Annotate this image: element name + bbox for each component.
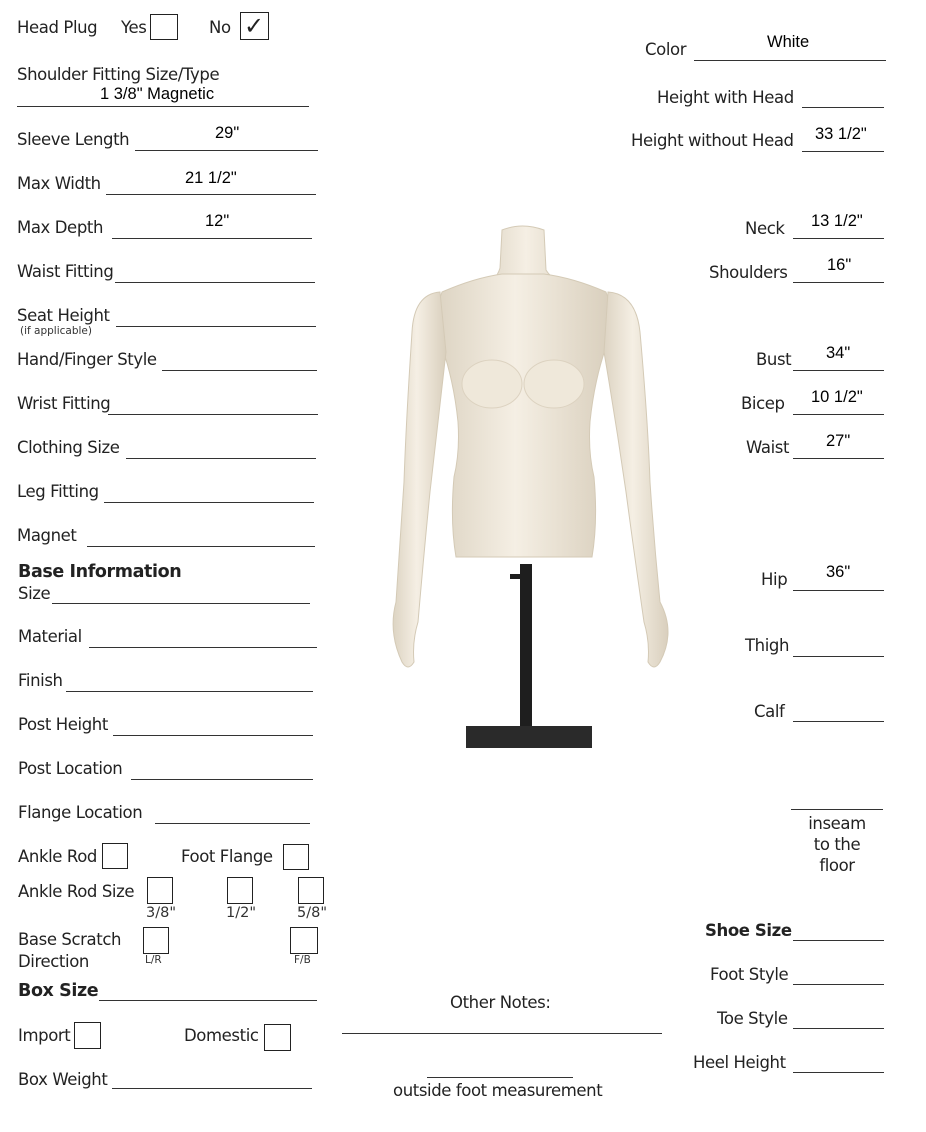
max-depth-field[interactable] bbox=[112, 238, 312, 239]
height-without-head-label: Height without Head bbox=[631, 131, 794, 150]
finish-field[interactable] bbox=[66, 691, 313, 692]
scratch-lr-checkbox[interactable] bbox=[143, 927, 169, 954]
magnet-field[interactable] bbox=[87, 546, 315, 547]
import-checkbox[interactable] bbox=[74, 1022, 101, 1049]
wrist-fitting-label: Wrist Fitting bbox=[17, 394, 111, 413]
hip-label: Hip bbox=[761, 570, 788, 589]
heel-height-label: Heel Height bbox=[693, 1053, 786, 1072]
hand-style-field[interactable] bbox=[162, 370, 317, 371]
mannequin-right-arm bbox=[604, 292, 668, 667]
bicep-value: 10 1/2" bbox=[811, 388, 863, 406]
max-width-label: Max Width bbox=[17, 174, 101, 193]
hip-field[interactable] bbox=[793, 590, 884, 591]
color-label: Color bbox=[645, 40, 687, 59]
clothing-size-label: Clothing Size bbox=[17, 438, 120, 457]
ankle-rod-size-label: Ankle Rod Size bbox=[18, 882, 135, 901]
thigh-field[interactable] bbox=[793, 656, 884, 657]
sleeve-length-value: 29" bbox=[215, 124, 240, 142]
shoe-size-label: Shoe Size bbox=[705, 921, 792, 940]
magnet-label: Magnet bbox=[17, 526, 77, 545]
inseam-label-2: to the bbox=[813, 835, 861, 854]
outside-foot-label: outside foot measurement bbox=[393, 1081, 603, 1100]
base-scratch-label: Base Scratch bbox=[18, 930, 122, 949]
leg-fitting-label: Leg Fitting bbox=[17, 482, 99, 501]
base-size-field[interactable] bbox=[52, 603, 310, 604]
bust-label: Bust bbox=[756, 350, 792, 369]
calf-field[interactable] bbox=[793, 721, 884, 722]
hand-style-label: Hand/Finger Style bbox=[17, 350, 157, 369]
post-location-label: Post Location bbox=[18, 759, 123, 778]
seat-height-field[interactable] bbox=[116, 326, 316, 327]
scratch-fb-checkbox[interactable] bbox=[290, 927, 318, 954]
height-without-head-value: 33 1/2" bbox=[815, 125, 867, 143]
waist-label: Waist bbox=[746, 438, 790, 457]
ankle-rod-size-3-8-label: 3/8" bbox=[146, 905, 177, 921]
domestic-checkbox[interactable] bbox=[264, 1024, 291, 1051]
base-scratch-direction-label: Direction bbox=[18, 952, 89, 971]
max-width-value: 21 1/2" bbox=[185, 169, 237, 187]
inseam-field[interactable] bbox=[791, 809, 883, 810]
ankle-rod-size-3-8-checkbox[interactable] bbox=[147, 877, 173, 904]
shoulder-fitting-label: Shoulder Fitting Size/Type bbox=[17, 65, 220, 84]
max-width-field[interactable] bbox=[106, 194, 316, 195]
domestic-label: Domestic bbox=[184, 1026, 259, 1045]
bust-value: 34" bbox=[826, 344, 851, 362]
neck-label: Neck bbox=[745, 219, 785, 238]
shoe-size-field[interactable] bbox=[793, 940, 884, 941]
box-size-field[interactable] bbox=[99, 1000, 317, 1001]
clothing-size-field[interactable] bbox=[126, 458, 316, 459]
neck-field[interactable] bbox=[793, 238, 884, 239]
height-with-head-field[interactable] bbox=[802, 107, 884, 108]
foot-style-field[interactable] bbox=[793, 984, 884, 985]
thigh-label: Thigh bbox=[745, 636, 790, 655]
mannequin-photo bbox=[384, 222, 679, 752]
height-with-head-label: Height with Head bbox=[657, 88, 794, 107]
height-without-head-field[interactable] bbox=[802, 151, 884, 152]
material-label: Material bbox=[18, 627, 82, 646]
outside-foot-field[interactable] bbox=[427, 1077, 573, 1078]
neck-value: 13 1/2" bbox=[811, 212, 863, 230]
box-size-label: Box Size bbox=[18, 981, 99, 1001]
ankle-rod-size-1-2-label: 1/2" bbox=[226, 905, 257, 921]
sleeve-length-field[interactable] bbox=[135, 150, 318, 151]
seat-height-note: (if applicable) bbox=[20, 325, 92, 337]
head-plug-yes-checkbox[interactable] bbox=[150, 14, 178, 40]
waist-fitting-field[interactable] bbox=[115, 282, 315, 283]
head-plug-yes-label: Yes bbox=[121, 18, 147, 37]
post-height-field[interactable] bbox=[113, 735, 313, 736]
calf-label: Calf bbox=[754, 702, 785, 721]
stand-base bbox=[466, 726, 592, 748]
base-size-label: Size bbox=[18, 584, 51, 603]
sleeve-length-label: Sleeve Length bbox=[17, 130, 130, 149]
base-information-heading: Base Information bbox=[18, 562, 182, 582]
finish-label: Finish bbox=[18, 671, 63, 690]
ankle-rod-checkbox[interactable] bbox=[102, 843, 128, 869]
shoulders-field[interactable] bbox=[793, 282, 884, 283]
other-notes-field[interactable] bbox=[342, 1033, 662, 1034]
leg-fitting-field[interactable] bbox=[104, 502, 314, 503]
ankle-rod-size-5-8-checkbox[interactable] bbox=[298, 877, 324, 904]
scratch-fb-label: F/B bbox=[294, 954, 311, 966]
ankle-rod-size-1-2-checkbox[interactable] bbox=[227, 877, 253, 904]
bust-field[interactable] bbox=[793, 370, 884, 371]
scratch-lr-label: L/R bbox=[145, 954, 162, 966]
head-plug-no-label: No bbox=[209, 18, 231, 37]
ankle-rod-label: Ankle Rod bbox=[18, 847, 97, 866]
waist-value: 27" bbox=[826, 432, 851, 450]
box-weight-label: Box Weight bbox=[18, 1070, 108, 1089]
foot-flange-label: Foot Flange bbox=[181, 847, 273, 866]
heel-height-field[interactable] bbox=[793, 1072, 884, 1073]
checkmark-icon: ✓ bbox=[243, 12, 265, 40]
hip-value: 36" bbox=[826, 563, 851, 581]
material-field[interactable] bbox=[89, 647, 317, 648]
ankle-rod-size-5-8-label: 5/8" bbox=[297, 905, 328, 921]
head-plug-label: Head Plug bbox=[17, 18, 98, 37]
head-plug-no-checkbox[interactable] bbox=[240, 12, 269, 40]
max-depth-label: Max Depth bbox=[17, 218, 104, 237]
inseam-label-3: floor bbox=[819, 856, 855, 875]
shoulder-fitting-field[interactable] bbox=[17, 106, 309, 107]
flange-location-field[interactable] bbox=[155, 823, 310, 824]
post-location-field[interactable] bbox=[131, 779, 313, 780]
shoulders-value: 16" bbox=[827, 256, 852, 274]
import-label: Import bbox=[18, 1026, 71, 1045]
toe-style-label: Toe Style bbox=[717, 1009, 788, 1028]
shoulders-label: Shoulders bbox=[709, 263, 788, 282]
foot-style-label: Foot Style bbox=[710, 965, 789, 984]
stand-post bbox=[520, 564, 532, 744]
other-notes-label: Other Notes: bbox=[450, 993, 551, 1012]
box-weight-field[interactable] bbox=[112, 1088, 312, 1089]
waist-field[interactable] bbox=[793, 458, 884, 459]
mannequin-torso bbox=[438, 274, 610, 557]
color-field[interactable] bbox=[694, 60, 886, 61]
post-height-label: Post Height bbox=[18, 715, 108, 734]
waist-fitting-label: Waist Fitting bbox=[17, 262, 114, 281]
shoulder-fitting-value: 1 3/8" Magnetic bbox=[100, 85, 215, 103]
max-depth-value: 12" bbox=[205, 212, 230, 230]
flange-location-label: Flange Location bbox=[18, 803, 143, 822]
color-value: White bbox=[767, 33, 810, 51]
seat-height-label: Seat Height bbox=[17, 306, 110, 325]
inseam-label-1: inseam bbox=[808, 814, 866, 833]
bicep-label: Bicep bbox=[741, 394, 785, 413]
foot-flange-checkbox[interactable] bbox=[283, 844, 309, 870]
bicep-field[interactable] bbox=[793, 414, 884, 415]
toe-style-field[interactable] bbox=[793, 1028, 884, 1029]
wrist-fitting-field[interactable] bbox=[108, 414, 318, 415]
mannequin-left-arm bbox=[393, 292, 446, 667]
